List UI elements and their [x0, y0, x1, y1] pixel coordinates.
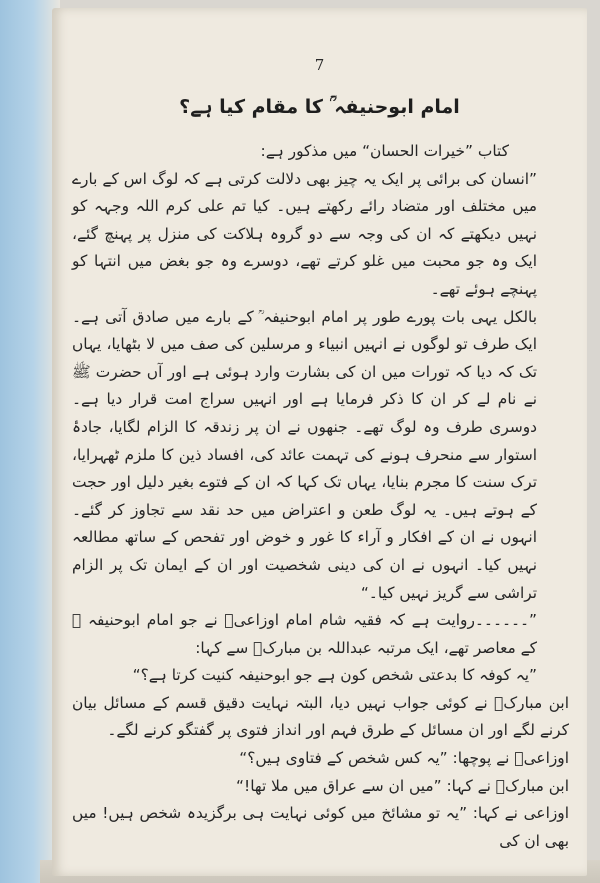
paragraph-awzai-says: اوزاعی نے کہا: ”یہ تو مشائخ میں کوئی نہایت ہی برگزیدہ شخص ہیں! میں بھی ان کی: [72, 804, 569, 850]
paragraph-quote: ”انسان کی برائی پر ایک یہ چیز بھی دلالت کرتی ہے کہ لوگ اس کے بارے میں مختلف اور متضاد رائے رکھتے ہیں۔ کیا تم علی کرم اللہ وجہہ کو نہیں دیکھتے کہ ان کی وجہ سے دو گروہ ہلاکت کی منزل پر پہنچ گئے، ایک وہ جو محبت میں غلو کرتے تھے، دوسرے وہ جو بغض میں انتہا کو پہنچے ہوئے تھے۔: [72, 169, 537, 298]
paragraph-main: بالکل یہی بات پورے طور پر امام ابوحنیفہ ؒ کے بارے میں صادق آتی ہے۔ ایک طرف تو لوگوں نے انہیں انبیاء و مرسلین کی صف میں لا بٹھایا، یہاں تک کہ دیا کہ تورات میں ان کی بشارت وارد ہوئی ہے اور آں حضرت ﷺ نے نام لے کر ان کا ذکر فرمایا ہے اور انہیں سراج امت قرار دیا ہے۔ دوسری طرف وہ لوگ تھے۔ جنھوں نے ان پر زندقہ کا الزام لگایا، جادۂ استوار سے منحرف ہونے کی تہمت عائد کی، افساد ذین کا ملزم ٹھہرایا، ترک سنت کا مجرم بنایا، یہاں تک کہا کہ ان کے فتوے بغیر دلیل اور حجت کے ہوتے ہیں۔ یہ لوگ طعن و اعتراض میں حد نقد سے تجاوز کر گئے۔ انہوں نے ان کے افکار و آراء کا غور و خوض اور تفحص کے ساتھ مطالعہ نہیں کیا۔ انہوں نے ان کی دینی شخصیت اور ان کے ایمان تک پر الزام تراشی سے گریز نہیں کیا۔“: [72, 307, 537, 602]
page-number: 7: [314, 56, 325, 74]
paragraph-question: ”یہ کوفہ کا بدعتی شخص کون ہے جو ابوحنیفہ کنیت کرتا ہے؟“: [132, 666, 537, 685]
page-heading: امام ابوحنیفہ ؒ کا مقام کیا ہے؟: [179, 96, 460, 118]
paragraph-narration: ”۔۔۔۔۔۔روایت ہے کہ فقیہ شام امام اوزاعیؒ نے جو امام ابوحنیفہ ؒ کے معاصر تھے، ایک مرتبہ عبداللہ بن مبارکؒ سے کہا:: [72, 611, 537, 657]
body-text: [72, 138, 569, 855]
book-page: [52, 8, 587, 876]
paragraph-source: کتاب ”خیرات الحسان“ میں مذکور ہے:: [260, 142, 509, 160]
paragraph-ibn-mubarak: ابن مبارکؒ نے کوئی جواب نہیں دیا، البتہ نہایت دقیق قسم کے مسائل بیان کرنے لگے اور ان مسائل کے طرق فہم اور انداز فتوی پر گفتگو کرنے لگے۔: [72, 693, 569, 740]
paragraph-ibn-mubarak-reply: ابن مبارکؒ نے کہا: ”میں ان سے عراق میں ملا تھا!“: [236, 776, 569, 795]
paragraph-awzai-asks: اوزاعیؒ نے پوچھا: ”یہ کس شخص کے فتاوی ہیں؟“: [239, 749, 569, 768]
book-side-edge: [0, 0, 60, 883]
